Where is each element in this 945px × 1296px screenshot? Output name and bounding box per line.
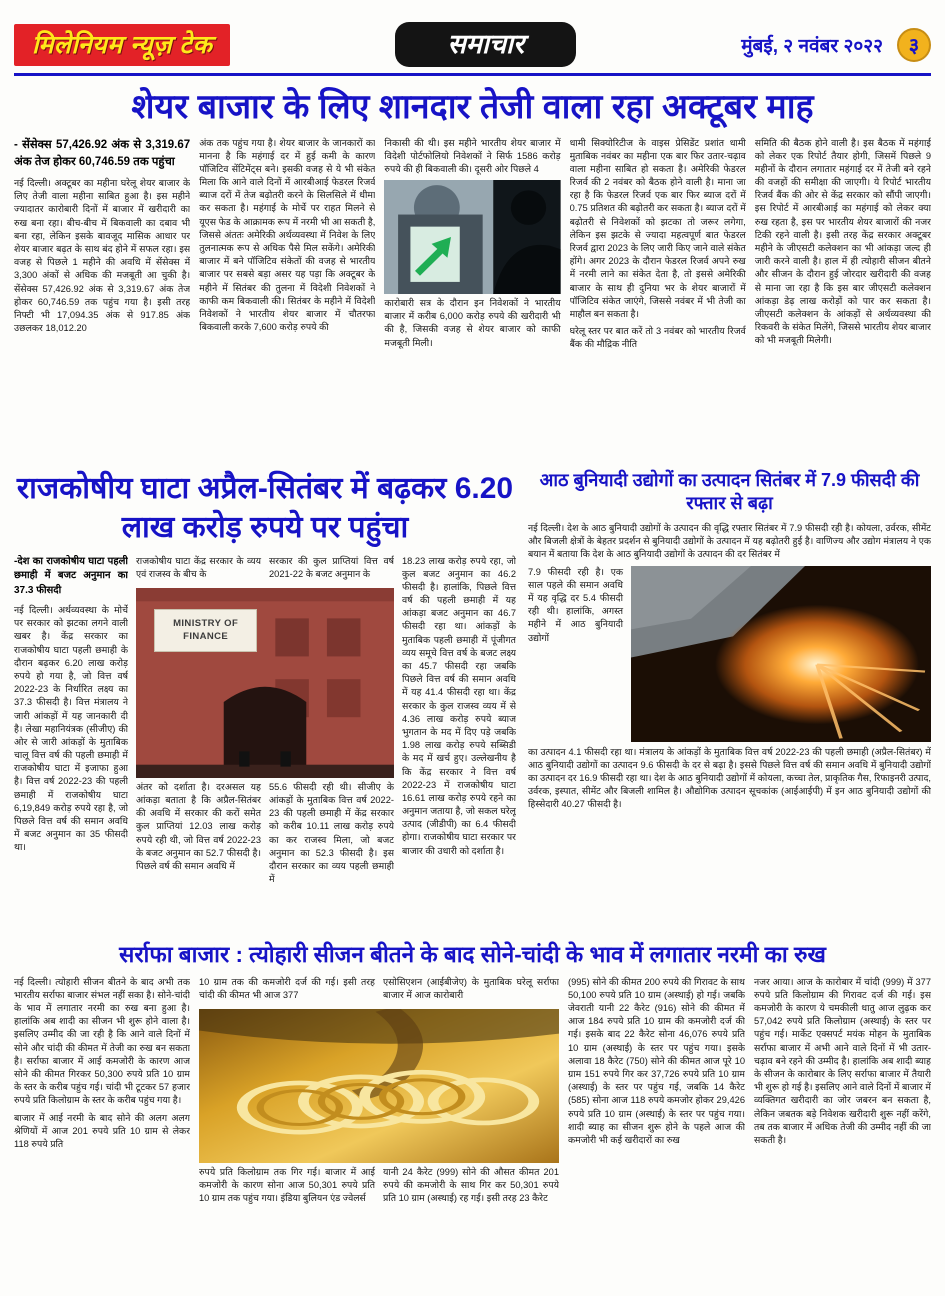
market-column-4 (570, 137, 746, 463)
headline-market: शेयर बाजार के लिए शानदार तेजी वाला रहा अक्टूबर माह (131, 88, 814, 126)
bullion-body-4: (995) सोने की कीमत 200 रुपये की गिरावट के साथ 50,100 रुपये प्रति 10 ग्राम (अस्थाई) हो गई। जबकि जेवराती यानी 22 कैरेट (916) सोने की कीमत में आज 184 रुपये प्रति 10 ग्राम की कमजोरी दर्ज की गई। इसके बाद 22 कैरेट सोना 46,076 रुपये प्रति 10 ग्राम (अस्थाई) के स्तर पर पहुंच गया। इसके अलावा 18 कैरेट (750) सोने की कीमत आज पूरे 10 ग्राम 151 रुपये गिर कर 37,726 रुपये प्रति 10 ग्राम (अस्थाई) के स्तर पर पहुंच गई, जबकि 14 कैरेट (585) सोना आज 118 रुपये कमजोर होकर 29,426 रुपये प्रति 10 ग्राम (अस्थाई) के स्तर पर पहुंच गया। शादी ब्याह का सीजन शुरू होने के पहले आज की कमजोरी भी कई खरीदारों का रुख (568, 976, 745, 1145)
ministry-of-finance-photo (136, 588, 394, 778)
page-number-badge: ३ (897, 28, 931, 62)
middle-band (14, 469, 931, 933)
market-column-3 (384, 137, 560, 463)
bullion-middle (199, 976, 559, 1264)
fiscal-body-2a: राजकोषीय घाटा केंद्र सरकार के व्यय एवं राजस्व के बीच के (136, 555, 261, 579)
fiscal-body-grid (14, 555, 516, 923)
section-banner: समाचार (395, 22, 576, 67)
article-fiscal (14, 469, 516, 933)
industry-sparks-graphic (631, 566, 931, 742)
fiscal-body-2b: अंतर को दर्शाता है। दरअसल यह आंकड़ा बताता है कि अप्रैल-सितंबर की अवधि में सरकार की करों समेत कुल प्राप्तियां 12.03 लाख करोड़ रुपये रही थी, जो वित्त वर्ष 2022-23 के बजट अनुमान का 52.7 फीसदी है। पिछले वर्ष की समान अवधि में (136, 781, 261, 871)
fiscal-body-1: नई दिल्ली। अर्थव्यवस्था के मोर्चे पर सरकार को झटका लगने वाली खबर है। केंद्र सरकार का राजकोषीय घाटा पहली छमाही के दौरान बढ़कर 6.20 लाख करोड़ रुपये हो गया है, जो वित्त वर्ष 2022-23 के निर्धारित लक्ष्य का 37.3 फीसदी है। वित्त मंत्रालय ने जारी आंकड़ों में यह जानकारी दी है। लेखा महानियंत्रक (सीजीए) की ओर से जारी आंकड़ों के मुताबिक चालू वित्त वर्ष की पहली छमाही में राजकोषीय घाटा में इजाफा हुआ है। वित्त वर्ष 2022-23 की पहली छमाही में राजकोषीय घाटा 6,19,849 करोड़ रुपये रहा है, जो पिछले वित्त वर्ष की समान अवधि में बजट अनुमान का 35 फीसदी था। (14, 605, 128, 853)
fiscal-body-4: 18.23 लाख करोड़ रुपये रहा, जो कुल बजट अनुमान का 46.2 फीसदी है। हालांकि, पिछले वित्त वर्ष की पहली छमाही में यह आंकड़ा बजट अनुमान का 46.7 फीसदी रहा था। आंकड़ों के मुताबिक पहली छमाही में पूंजीगत व्यय समूचे वित्त वर्ष के बजट लक्ष्य का 45.7 फीसदी रहा जबकि पिछले वित्त वर्ष की समान अवधि में यह 41.4 फीसदी रहा था। केंद्र सरकार के कुल राजस्व व्यय में से 4.36 लाख करोड़ रुपये ब्याज भुगतान के मद में दिए पड़े जबकि 1.98 लाख करोड़ रुपये सब्सिडी के मद में खर्च हुए। उल्लेखनीय है कि केंद्र सरकार ने वित्त वर्ष 2022-23 में राजकोषीय घाटा 16.61 लाख करोड़ रुपये रहने का अनुमान जताया है, जो सकल घरेलू उत्पाद (जीडीपी) का 6.4 फीसदी होगा। राजकोषीय घाटा सरकार पर बाजार की उधारी को दर्शाता है। (402, 555, 516, 856)
headline-core-industries: आठ बुनियादी उद्योगों का उत्पादन सितंबर में 7.9 फीसदी की रफ्तार से बढ़ा (539, 469, 920, 514)
dateline: मुंबई, २ नवंबर २०२२ (741, 35, 883, 57)
fiscal-middle (136, 555, 394, 923)
masthead (14, 22, 931, 76)
fiscal-body-3b: 55.6 फीसदी रही थी। सीजीए के आंकड़ों के मुताबिक वित्त वर्ष 2022-23 की पहली छमाही में केंद्र सरकार को करीब 10.11 लाख करोड़ रुपये का कर राजस्व मिला, जो बजट अनुमान का 52.3 फीसदी है। इस दौरान सरकार का व्यय पहली छमाही में (269, 781, 394, 885)
bullion-body-5: नजर आया। आज के कारोबार में चांदी (999) में 377 रुपये प्रति किलोग्राम की गिरावट दर्ज की गई। इस कमजोरी के कारण ये चमकीली धातु आज लुढ़क कर 57,042 रुपये प्रति किलोग्राम (अस्थाई) के स्तर पर पहुंच गई। मार्केट एक्सपर्ट मयंक मोहन के मुताबिक सर्राफा बाजार में अभी आने वाले दिनों में भी उतार-चढ़ाव बने रहने की उम्मीद है। हालांकि अब शादी ब्याह के सीजन के कारोबार के लिए सर्राफा बाजार में तैयारी भी शुरू हो गई है। इसलिए आने वाले दिनों में बाजार में व्यक्तिगत खरीदारी का जोर जबरन बन सकता है, लेकिन जबतक बड़े निवेशक खरीदारी शुरू नहीं करेंगे, तब तक बाजार में अधिक तेजी की उम्मीद नहीं की जा सकती है। (754, 976, 931, 1145)
market-body-3a: निकासी की थी। इस महीने भारतीय शेयर बाजार में विदेशी पोर्टफोलियो निवेशकों ने सिर्फ 1586 करोड़ रुपये की ही बिकवाली की। दूसरी ओर पिछले 4 (384, 137, 561, 174)
fiscal-bottom-row (136, 781, 394, 891)
article-bullion (14, 976, 931, 1264)
industry-sparks-photo (631, 566, 931, 742)
bullion-column-1 (14, 976, 190, 1264)
fiscal-column-4 (402, 555, 516, 923)
market-body-4a: धामी सिक्योरिटीज के वाइस प्रेसिडेंट प्रशांत धामी मुताबिक नवंबर का महीना एक बार फिर उतार-चढ़ाव वाला महीना साबित हो सकता है। अमेरिकी फेडरल रिजर्व की 2 नवंबर को बैठक होने वाली है। माना जा रहा है कि फेडरल रिजर्व एक बार फिर ब्याज दरों में 0.75 प्रतिशत की बढ़ोतरी कर सकता है। ब्याज दरों में बढ़ोतरी से निवेशकों को झटका तो जरूर लगेगा, लेकिन इस झटके से ज्यादा महत्वपूर्ण बात फेडरल रिजर्व द्वारा 2023 के लिए जारी किए जाने वाले संकेत होंगे। अगर 2023 के दौरान फेडरल रिजर्व अपने रुख में नरमी लाने का संकेत देता है, तो इससे अमेरिकी बाजार के साथ ही दुनिया भर के शेयर बाजारों में पॉजिटिव संकेत जाएंगे, जिससे नवंबर में भी तेजी का माहौल बन सकता है। (569, 137, 746, 319)
bullion-top-row (199, 976, 559, 1006)
core-side-text: 7.9 फीसदी रही है। एक साल पहले की समान अवधि में यह वृद्धि दर 5.4 फीसदी रही थी। हालांकि, अगस्त महीने में आठ बुनियादी उद्योगों (528, 566, 623, 643)
market-column-2 (199, 137, 375, 463)
market-column-1 (14, 137, 190, 463)
bullion-body-2b: रुपये प्रति किलोग्राम तक गिर गई। बाजार में आई कमजोरी के कारण सोना आज 50,301 रुपये प्रति 10 ग्राम तक पहुंच गया। इंडिया बुलियन एंड ज्वेलर्स (199, 1167, 375, 1204)
bullion-body-3a: एसोसिएशन (आईबीजेए) के मुताबिक घरेलू सर्राफा बाजार में आज कारोबारी (383, 976, 559, 1000)
core-body-2: का उत्पादन 4.1 फीसदी रहा था। मंत्रालय के आंकड़ों के मुताबिक वित्त वर्ष 2022-23 की पहली छमाही (अप्रैल-सितंबर) में आठ बुनियादी उद्योगों का उत्पादन 9.6 फीसदी के दर से बढ़ा है। इससे पिछले वित्त वर्ष की समान अवधि में बुनियादी उद्योगों का उत्पादन दर 16.9 फीसदी रहा था। देश के आठ बुनियादी उद्योगों में कोयला, कच्चा तेल, प्राकृतिक गैस, रिफाइनरी उत्पाद, उर्वरक, इस्पात, सीमेंट और बिजली शामिल है। औद्योगिक उत्पादन सूचकांक (आईआईपी) में इन आठ बुनियादी उद्योगों की हिस्सेदारी 40.27 फीसदी है। (528, 746, 931, 810)
bullion-body-3b: यानी 24 कैरेट (999) सोने की औसत कीमत 201 रुपये की कमजोरी के साथ गिर कर 50,301 रुपये प्रति 10 ग्राम (अस्थाई) रह गई। इसी तरह 23 कैरेट (383, 1167, 559, 1204)
gold-jewellery-graphic (199, 1009, 559, 1163)
bullion-bottom-row (199, 1166, 559, 1210)
article-core-industries (528, 469, 931, 933)
fiscal-body-3a: सरकार की कुल प्राप्तियां वित्त वर्ष 2021-22 के बजट अनुमान के (269, 555, 394, 579)
bullion-body-1a: नई दिल्ली। त्योहारी सीजन बीतने के बाद अभी तक भारतीय सर्राफा बाजार संभल नहीं सका है। सोने-चांदी के भाव में लगातार नरमी का रुख बना हुआ है। हालांकि अब शादी का सीजन भी शुरू होने वाला है। इसलिए उम्मीद की जा रही है कि आने वाले दिनों में सोने और चांदी की कीमत में तेजी का रुख बन सकता है। सर्राफा बाजार में आई कमजोरी के कारण आज सोने की कीमत गिरकर 50,300 रुपये प्रति 10 ग्राम के स्तर के करीब पहुंच गई। चांदी भी टूटकर 57 हजार रुपये प्रति किलोग्राम के स्तर के करीब पहुंच गया है। (14, 976, 190, 1106)
stock-market-photo-graphic (384, 180, 560, 294)
core-middle-row (528, 566, 931, 742)
market-body-4b: घरेलू स्तर पर बात करें तो 3 नवंबर को भारतीय रिजर्व बैंक की मौद्रिक नीति (569, 326, 746, 350)
stock-market-photo (384, 180, 560, 294)
headline-bullion: सर्राफा बाजार : त्योहारी सीजन बीतने के बाद सोने-चांदी के भाव में लगातार नरमी का रुख (119, 941, 826, 967)
bullion-column-5 (754, 976, 931, 1264)
market-body-2: अंक तक पहुंच गया है। शेयर बाजार के जानकारों का मानना है कि महंगाई दर में हुई कमी के कारण पॉजिटिव सेंटिमेंट्स बने। इसकी वजह से ये भी संकेत मिला कि आने वाले दिनों में आरबीआई फेडरल रिजर्व ब्याज दरों में तेज बढ़ोतरी करने के सिलसिले में धीमा कर सकता है। महंगाई के मोर्चे पर राहत मिलने से यूएस फेड के आक्रामक रूप में नरमी भी आ सकती है, जिससे अंततः अमेरिकी अर्थव्यवस्था में निवेश के लिए तुलनात्मक रूप से अधिक पैसे मिल सकेंगे। अमेरिकी बाजार में बने पॉजिटिव संकेतों की वजह से भारतीय बाजार पर सबसे बड़ा असर यह पड़ा कि अक्टूबर के महीने में सितंबर की तुलना में विदेशी निवेशकों ने काफी कम बिकवाली की। सितंबर के महीने में विदेशी निवेशकों ने भारतीय शेयर बाजार में चौतरफा बिकवाली करके 7,600 करोड़ रुपये की (199, 137, 376, 333)
core-body-1: नई दिल्ली। देश के आठ बुनियादी उद्योगों के उत्पादन की वृद्धि रफ्तार सितंबर में 7.9 फीसदी रही है। कोयला, उर्वरक, सीमेंट और बिजली क्षेत्रों के बेहतर प्रदर्शन से बुनियादी उद्योगों के उत्पादन में यह बढ़ोतरी हुई है। वाणिज्य और उद्योग मंत्रालय ने एक बयान में बताया कि देश के आठ बुनियादी उद्योगों के उत्पादन की दर सितंबर में (528, 523, 931, 560)
bullion-body-2a: 10 ग्राम तक की कमजोरी दर्ज की गई। इसी तरह चांदी की कीमत भी आज 377 (199, 976, 375, 1000)
fiscal-column-1 (14, 555, 128, 923)
gold-jewellery-photo (199, 1009, 559, 1163)
headline-fiscal: राजकोषीय घाटा अप्रैल-सितंबर में बढ़कर 6.20 लाख करोड़ रुपये पर पहुंचा (16, 471, 514, 544)
market-column-5 (755, 137, 931, 463)
bullion-column-4 (568, 976, 745, 1264)
ministry-sign: MINISTRY OF FINANCE (154, 609, 257, 653)
fiscal-top-row (136, 555, 394, 585)
market-body-3b: कारोबारी सत्र के दौरान इन निवेशकों ने भारतीय बाजार में करीब 6,000 करोड़ रुपये की खरीदारी भी की है, जिसकी वजह से शेयर बाजार को काफी मजबूती मिली। (384, 298, 561, 348)
market-body-5: समिति की बैठक होने वाली है। इस बैठक में महंगाई को लेकर एक रिपोर्ट तैयार होगी, जिसमें पिछले 9 महीनों के दौरान लगातार महंगाई दर में तेजी बने रहने की वजहों की समीक्षा की जाएगी। ये रिपोर्ट भारतीय रिजर्व बैंक की ओर से केंद्र सरकार को सौंपी जाएगी। इस रिपोर्ट में आरबीआई का महंगाई को लेकर क्या रुख रहता है, इस पर भारतीय शेयर बाजारों की नजर टिकी रहने वाली है। इसी तरह केंद्र सरकार अक्टूबर महीने के जीएसटी कलेक्शन का भी आंकड़ा जल्द ही जारी करने वाली है। हाल में ही त्योहारी सीजन बीतने और सीजन के दौरान हुई जोरदार खरीदारी की वजह से माना जा रहा है कि इस बार जीएसटी कलेक्शन आंकड़ा डेढ़ लाख करोड़ों को पार कर सकता है। जीएसटी कलेक्शन के आंकड़ों से अर्थव्यवस्था की रिकवरी के संकेत मिलेंगे, जिससे भारतीय शेयर बाजार को भी मजबूती मिलेगी। (754, 137, 931, 346)
bullion-body-1b: बाजार में आई नरमी के बाद सोने की अलग अलग श्रेणियों में आज 201 रुपये प्रति 10 ग्राम से लेकर 118 रुपये प्रति (14, 1112, 190, 1149)
fiscal-lead: -देश का राजकोषीय घाटा पहली छमाही में बजट अनुमान का 37.3 फीसदी (14, 555, 128, 596)
market-lead: - सेंसेक्स 57,426.92 अंक से 3,319.67 अंक तेज होकर 60,746.59 तक पहुंचा (14, 138, 191, 168)
publication-logo: मिलेनियम न्यूज़ टेक (14, 24, 230, 66)
article-market (14, 137, 931, 463)
market-body-1: नई दिल्ली। अक्टूबर का महीना घरेलू शेयर बाजार के लिए तेजी वाला महीना साबित हुआ है। इस महीने ज्यादातर कारोबारी दिनों में बाजार में खरीदारी का रुख बना रहा। बीच-बीच में बिकवाली का दबाव भी बना रहा, लेकिन इसके बावजूद मासिक आधार पर शेयर बाजार बढ़त के साथ बंद होने में सफल रहा। इस वजह से पिछले 1 महीने की अवधि में सेंसेक्स में 3,300 अंकों से अधिक की मजबूती आ चुकी है। सेंसेक्स 57,426.92 अंक से 3,319.67 अंक तेज होकर 60,746.59 तक पहुंच गया है। इसी तरह निफ्टी भी 17,094.35 अंक से 917.85 अंक उछलकर 18,012.20 (14, 178, 191, 334)
